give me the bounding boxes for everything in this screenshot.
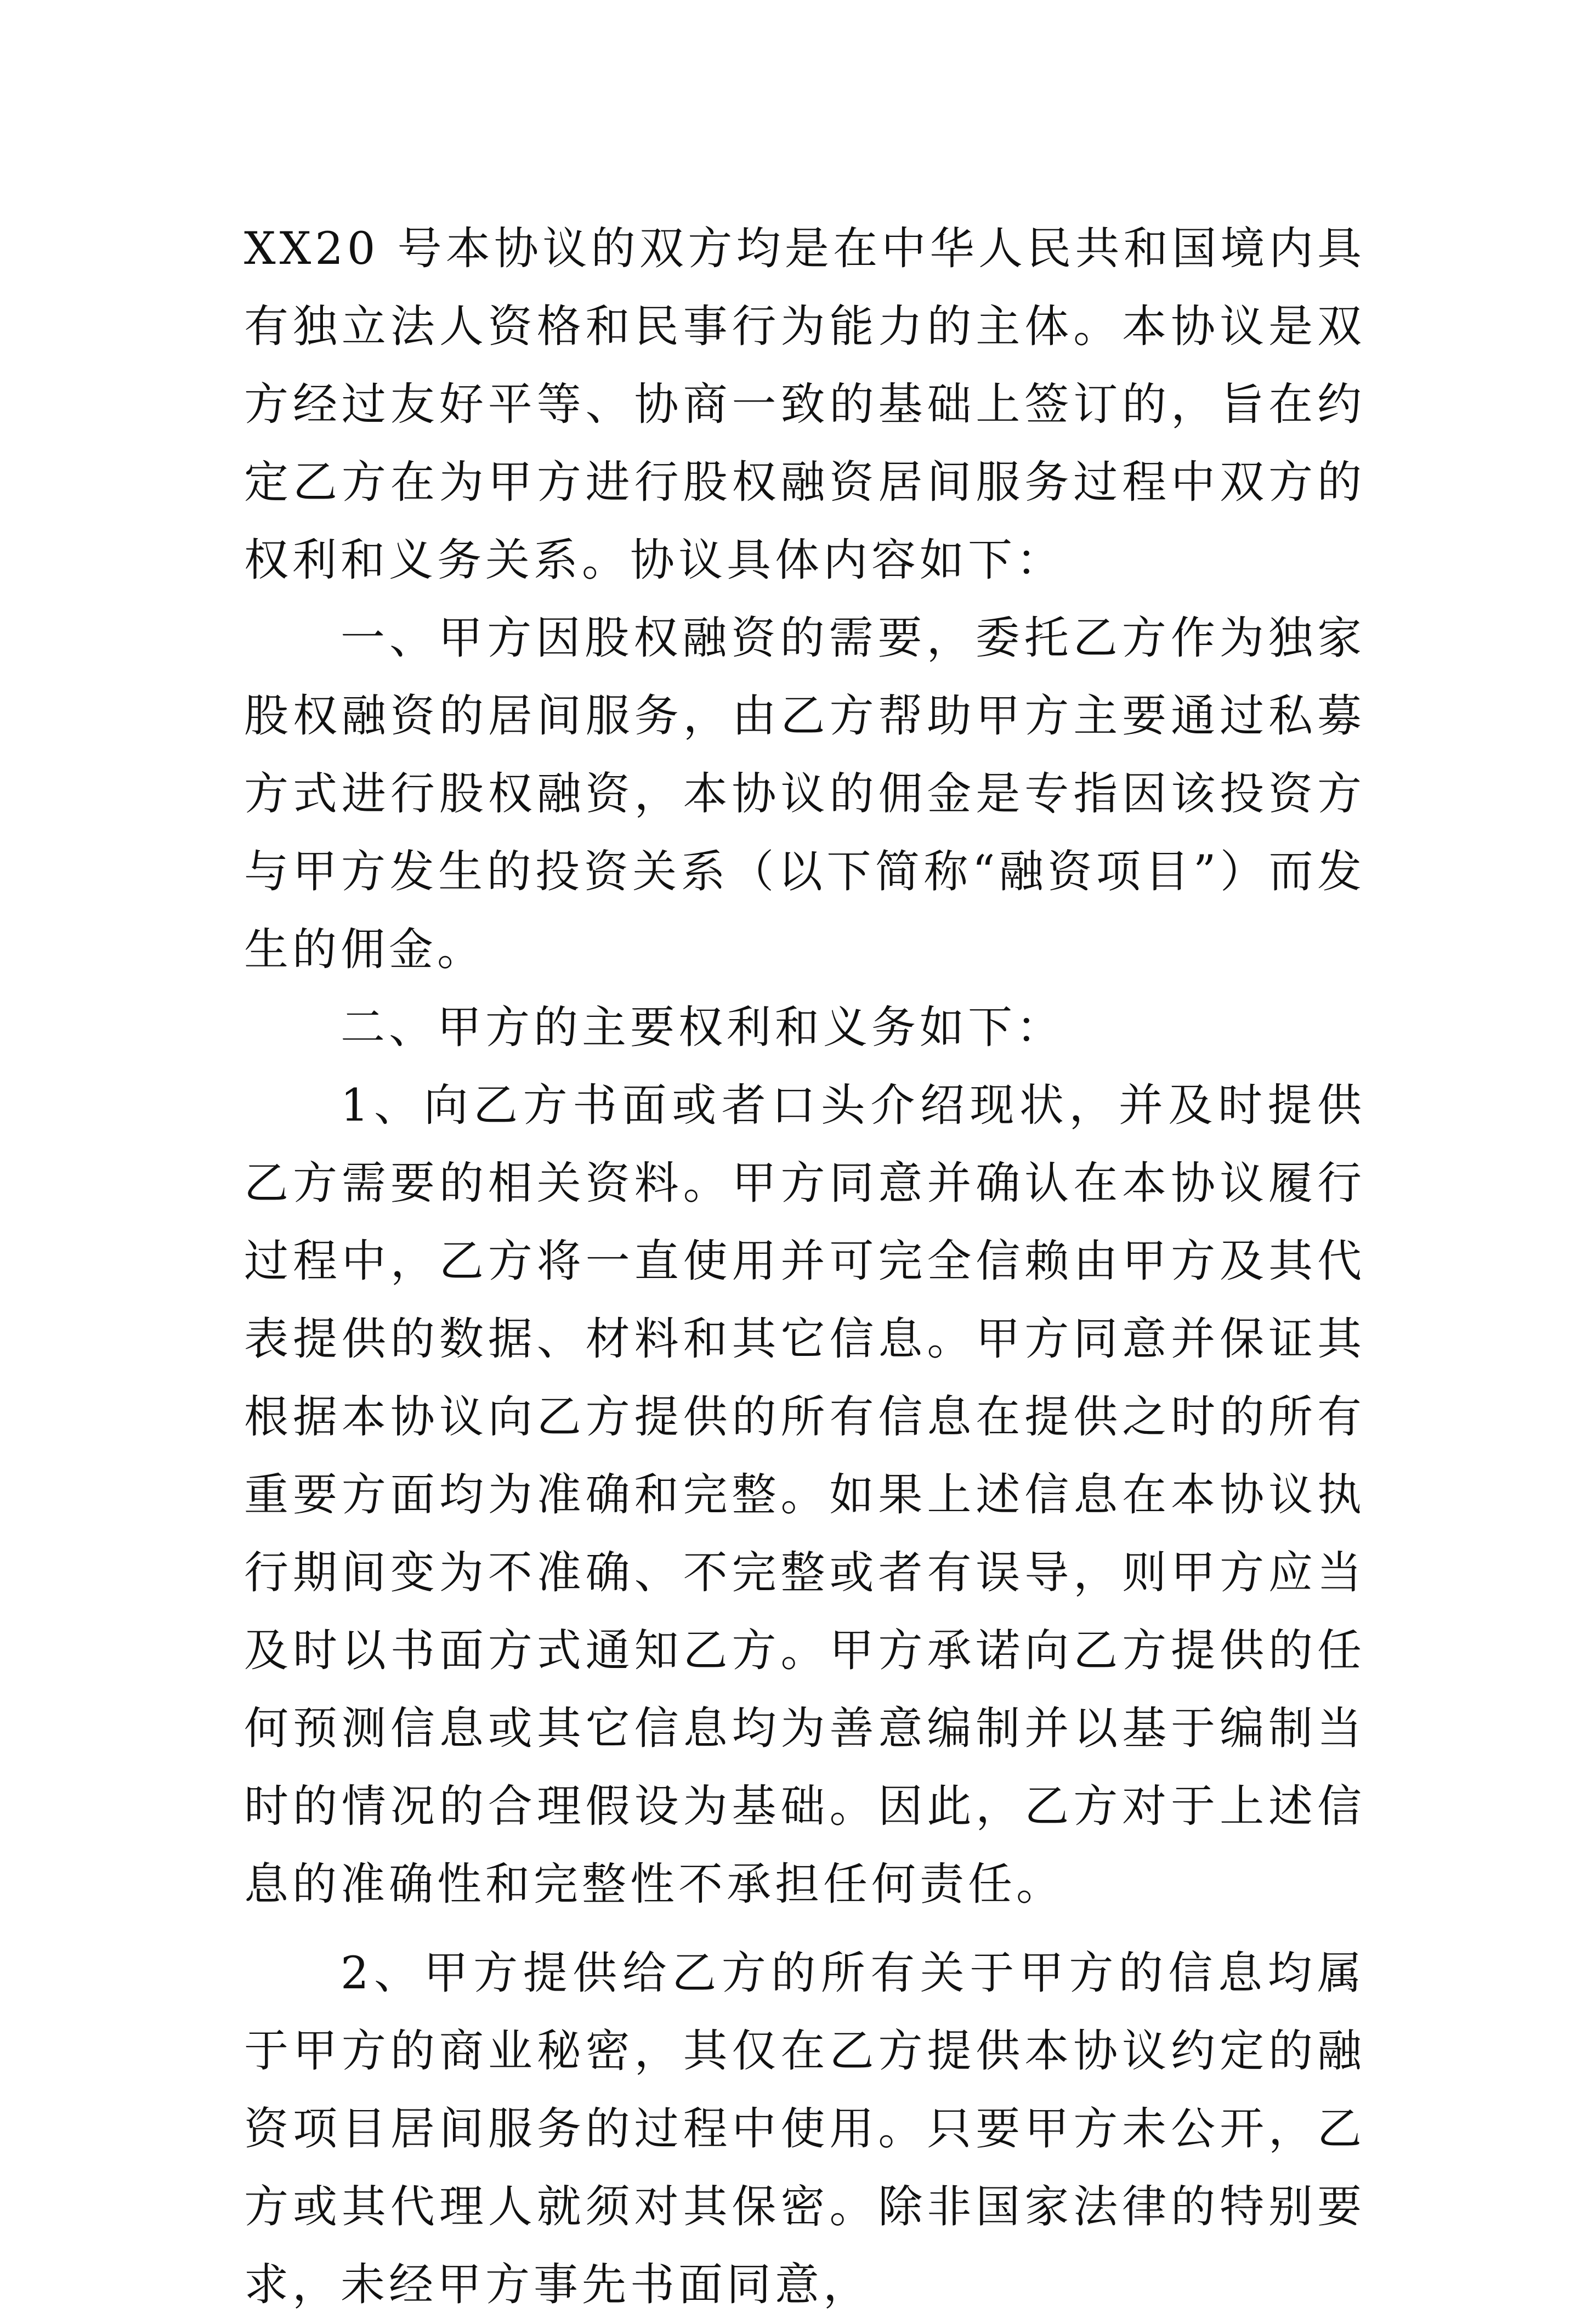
paragraph-clause-two-heading: 二、甲方的主要权利和义务如下： <box>341 1002 1065 1054</box>
paragraph-clause-one: 一、甲方因股权融资的需要，委托乙方作为独家股权融资的居间服务，由乙方帮助甲方主要通过私募方式进行股权融资，本协议的佣金是专指因该投资方与甲方发生的投资关系（以下简称“融资项目”）而发生的佣金。 <box>244 613 1365 976</box>
paragraph-item-two: 2、甲方提供给乙方的所有关于甲方的信息均属于甲方的商业秘密，其仅在乙方提供本协议约定的融资项目居间服务的过程中使用。只要甲方未公开，乙方或其代理人就须对其保密。除非国家法律的特别要求，未经甲方事先书面同意， <box>244 1948 1365 2311</box>
document-body <box>244 210 1365 2324</box>
paragraph-preamble: XX20 号本协议的双方均是在中华人民共和国境内具有独立法人资格和民事行为能力的主体。本协议是双方经过友好平等、协商一致的基础上签订的，旨在约定乙方在为甲方进行股权融资居间服务过程中双方的权利和义务关系。协议具体内容如下： <box>244 223 1365 586</box>
paragraph-item-one: 1、向乙方书面或者口头介绍现状，并及时提供乙方需要的相关资料。甲方同意并确认在本协议履行过程中，乙方将一直使用并可完全信赖由甲方及其代表提供的数据、材料和其它信息。甲方同意并保证其根据本协议向乙方提供的所有信息在提供之时的所有重要方面均为准确和完整。如果上述信息在本协议执行期间变为不准确、不完整或者有误导，则甲方应当及时以书面方式通知乙方。甲方承诺向乙方提供的任何预测信息或其它信息均为善意编制并以基于编制当时的情况的合理假设为基础。因此，乙方对于上述信息的准确性和完整性不承担任何责任。 <box>244 1080 1365 1910</box>
